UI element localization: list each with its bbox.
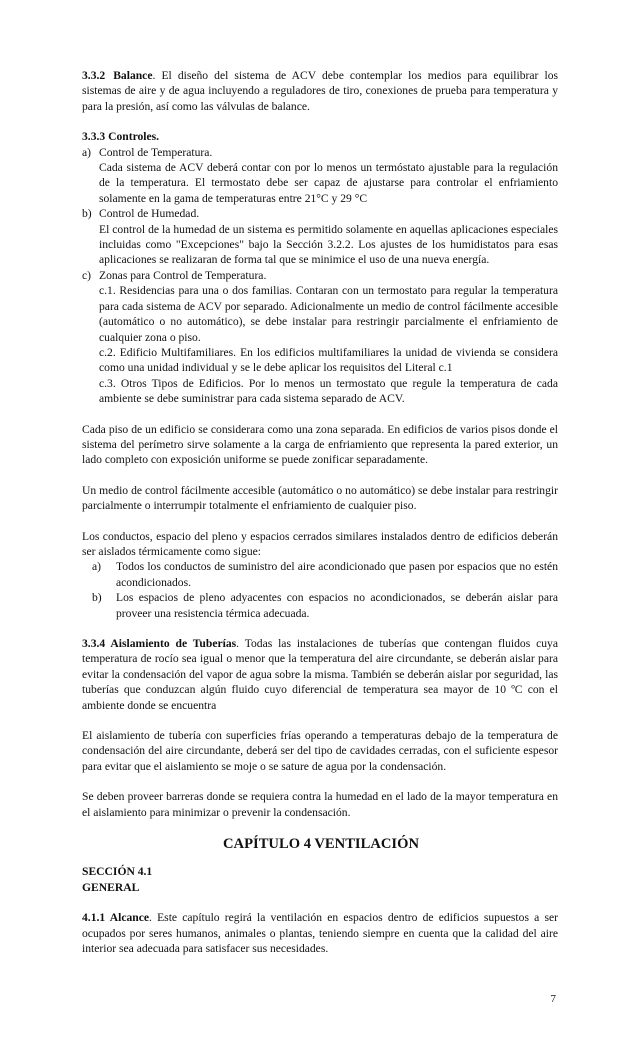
chapter-title: CAPÍTULO 4 VENTILACIÓN (223, 836, 419, 853)
item-b-label: b) (82, 207, 92, 221)
item-b-text: El control de la humedad de un sistema es permitido solamente en aquellas aplicaciones especiales incluidas como "Excepciones" bajo la Sección 3.2.2. Los ajustes de los humidistatos para esas aplicaciones se realizaran de forma tal que se minimice el uso de una nueva energía. (99, 222, 558, 267)
ducts-item-a (82, 559, 558, 590)
paragraph-zones: Cada piso de un edificio se considerara como una zona separada. En edificios de varios pisos donde el sistema del perímetro sirve solamente a la carga de enfriamiento que representa la pared exterior, un lado completo con exposición uniforme se puede zonificar separadamente. (82, 422, 558, 467)
section-4-1-1-heading: 4.1.1 Alcance (82, 911, 150, 925)
section-name-text: GENERAL (82, 880, 140, 894)
section-name (82, 880, 558, 895)
page-number: 7 (550, 993, 556, 1005)
section-number (82, 864, 558, 879)
item-b-title: Control de Humedad. (99, 207, 200, 221)
paragraph-moisture-barriers: Se deben proveer barreras donde se requiera contra la humedad en el lado de la mayor temperatura en el aislamiento para minimizar o prevenir la condensación. (82, 790, 558, 819)
section-3-3-3-heading (82, 129, 558, 144)
controls-item-b (82, 206, 558, 221)
paragraph-pipe-insulation: El aislamiento de tubería con superficies frías operando a temperaturas debajo de la temperatura de condensación del aire circundante, deberá ser del tipo de cavidades cerradas, con el suficiente espesor para evitar que el aislamiento se moje o se sature de agua por la condensación. (82, 729, 558, 773)
paragraph-floor-control: Un medio de control fácilmente accesible (automático o no automático) se debe instalar para restringir parcialmente o interrumpir totalmente el enfriamiento de cualquier piso. (82, 483, 558, 513)
section-3-3-4-text: . Todas las instalaciones de tuberías que contengan fluidos cuya temperatura de rocío sea igual o menor que la temperatura del aire circundante, se deberán aislar para evitar la condensación del vapor de agua sobre la misma. También se deberán aislar por seguridad, las tuberías que conduzcan algún fluido cuyo diferencial de temperatura sea mayor de 10 ºC con el ambiente donde se encuentra (82, 637, 558, 712)
item-c-title: Zonas para Control de Temperatura. (99, 268, 267, 282)
section-number-text: SECCIÓN 4.1 (82, 865, 153, 879)
ducts-item-b-text: Los espacios de pleno adyacentes con espacios no acondicionados, se deberán aislar para proveer una resistencia térmica adecuada. (116, 591, 558, 620)
item-c1-text: c.1. Residencias para una o dos familias. Contaran con un termostato para regular la temperatura para cada sistema de ACV por separado. Adicionalmente un medio de control fácilmente accesible (automático o no automático), se debe instalar para restringir parcialmente el enfriamiento de cualquier zona o piso. (99, 284, 558, 344)
item-a-title: Control de Temperatura. (99, 145, 213, 159)
section-3-3-2 (82, 68, 558, 114)
section-3-3-2-text: . El diseño del sistema de ACV debe contemplar los medios para equilibrar los sistemas de aire y de agua incluyendo a reguladores de tiro, conexiones de prueba para temperatura y para la presión, así como las válvulas de balance. (82, 69, 558, 113)
section-3-3-4 (82, 636, 558, 713)
ducts-item-b (82, 590, 558, 621)
ducts-item-a-label: a) (92, 560, 102, 574)
section-4-1-1-text: . Este capítulo regirá la ventilación en espacios dentro de edificios supuestos a ser ocupados por seres humanos, animales o plantas, teniendo siempre en cuenta que la calidad del aire interior sea adecuada para satisfacer sus necesidades. (82, 911, 558, 956)
item-c-label: c) (82, 268, 92, 282)
controls-item-c (82, 268, 558, 283)
section-3-3-3-heading-text: 3.3.3 Controles. (82, 130, 160, 144)
item-c2-text: c.2. Edificio Multifamiliares. En los edificios multifamiliares la unidad de vivienda se considera como una unidad individual y se le debe aplicar los requisitos del Literal c.1 (99, 345, 558, 375)
item-a-label: a) (82, 145, 92, 159)
item-c3-text: c.3. Otros Tipos de Edificios. Por lo menos un termostato que regule la temperatura de cada ambiente se debe suministrar para cada sistema separado de ACV. (99, 376, 558, 406)
section-3-3-2-title: Balance (113, 69, 153, 82)
controls-item-a (82, 145, 558, 160)
paragraph-ducts-intro: Los conductos, espacio del pleno y espacios cerrados similares instalados dentro de edificios deberán ser aislados térmicamente como sigue: (82, 529, 558, 558)
ducts-item-a-text: Todos los conductos de suministro del aire acondicionado que pasen por espacios que no estén acondicionados. (116, 560, 558, 589)
section-4-1-1 (82, 910, 558, 956)
item-a-text: Cada sistema de ACV deberá contar con por lo menos un termóstato ajustable para la regulación de la temperatura. El termostato debe ser capaz de ajustarse para controlar el enfriamiento solamente en la gama de temperaturas entre 21°C y 29 °C (99, 161, 558, 205)
section-3-3-2-number: 3.3.2 (82, 69, 106, 82)
section-3-3-4-heading: 3.3.4 Aislamiento de Tuberías (82, 637, 237, 650)
ducts-item-b-label: b) (92, 591, 102, 605)
